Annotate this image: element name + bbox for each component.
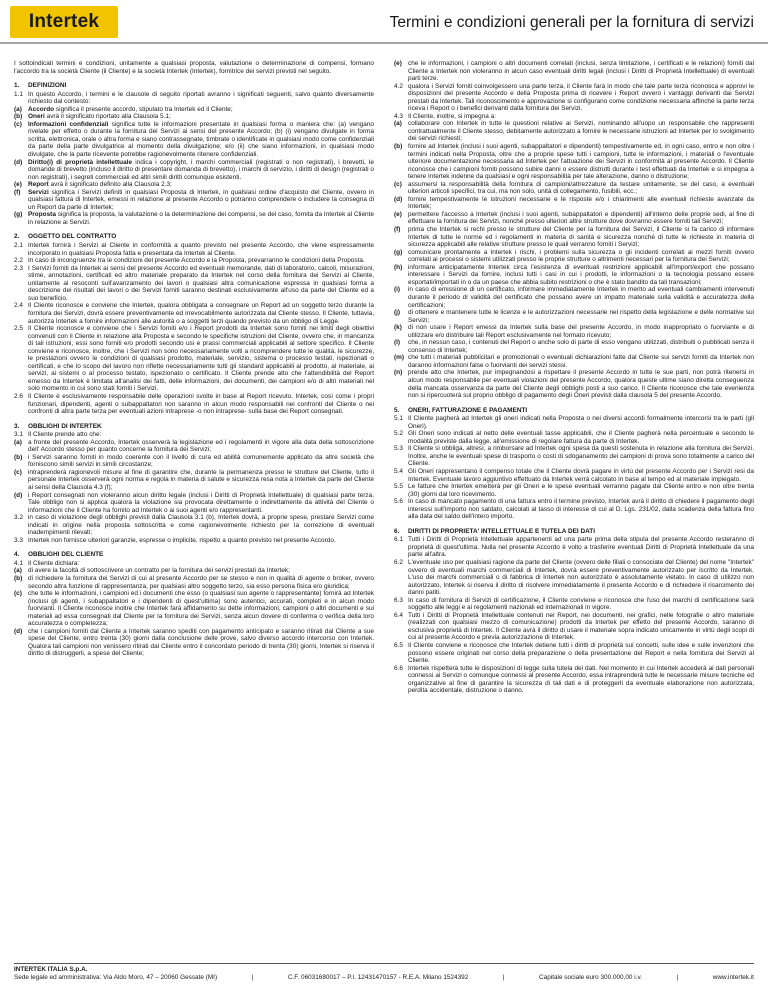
clause-number: 4.1 — [14, 559, 23, 567]
clause-text — [28, 439, 374, 454]
defined-term: Proposta — [28, 211, 56, 219]
clause-number: 2.3 — [14, 264, 23, 272]
clause-text — [28, 431, 374, 439]
clause — [394, 286, 754, 309]
clause-number: 6.4 — [394, 611, 403, 619]
clause-body: prima che Intertek si rechi presso le strutture del Cliente per la fornitura dei Servizi, il Cliente si fa carico di informare Intertek di tutte le norme ed i regolamenti in materia di sanità e sicurezza nonché di tutte le richieste in materia di sicurezza applicabili alle relative strutture presso le quali verranno forniti i Servizi; — [408, 226, 754, 249]
clause-body: che tutti i materiali pubblicitari e promozionali o eventuali dichiarazioni fatte dal Cliente sui servizi forniti da Intertek non daranno informazioni false o fuorvianti dei servizi stessi. — [408, 354, 754, 369]
footer-separator: | — [251, 974, 254, 981]
right-column — [394, 60, 754, 958]
clause-body: di avere la facoltà di sottoscrivere un contratto per la fornitura dei servizi prestati da Intertek; — [28, 567, 290, 575]
logo-text: Intertek — [28, 11, 100, 32]
clause — [14, 189, 374, 212]
clause-number: (g) — [394, 248, 403, 256]
clause-number: (e) — [394, 60, 402, 67]
clause-text — [28, 469, 374, 492]
clause-text — [28, 302, 374, 325]
clause-text — [408, 309, 754, 324]
clause-text — [28, 181, 374, 189]
clause-body: Il Cliente prende atto che: — [28, 431, 102, 439]
clause — [14, 628, 374, 658]
clause-body: significa i Servizi definiti in qualsiasi Proposta di Intertek, in qualsiasi ordine d'acquisto del Cliente, ovvero in qualsiasi fattura di Intertek, emessi in relazione al presente Accordo o potranno comprendere o includere la consegna di un Report da parte di Intertek; — [28, 188, 374, 211]
clause-number: (g) — [14, 211, 23, 219]
terms-section — [14, 82, 374, 226]
clause-text — [408, 83, 754, 113]
clause-body: Il Cliente riconosce e conviene che i Servizi forniti e/o i Report prodotti da Intertek sono forniti nei limiti degli obiettivi convenuti con il Cliente in relazione alla Proposta e secondo le specifiche istruzioni del Cliente, ovvero che, in mancanza di tali istruzioni, essi sono forniti e/o prodotti secondo usi e prassi commerciali applicabili al settore specifico. Il Cliente conviene e riconosce, inoltre, che i Servizi non sono necessariamente volti a ricomprendere tutte le qualità, le sicurezze, le prestazioni ovvero le condizioni di qualsiasi prodotto, materiale, servizio, sistema o processo testati, ispezionati o certificati, e che lo scopo del lavoro non riflette necessariamente tutti gli standard applicabili al prodotto, al materiale, ai servizi, ai sistemi o al processo testato, ispezionato o certificato. Il Cliente prende atto che l'attendibilità del Report emesso da Intertek è limitata all'analisi dei fatti, delle informazioni, dei documenti, dei campioni e/o di altri materiali nel solo momento in cui sono stati forniti i Servizi. — [28, 325, 374, 393]
clause — [14, 325, 374, 393]
clause-text — [408, 536, 754, 559]
clause — [14, 302, 374, 325]
clause-text — [28, 537, 374, 545]
clause-number: 4.2 — [394, 82, 403, 90]
clause-body: Gli Oneri sono indicati al netto delle eventuali tasse applicabili, che il Cliente pagherà nella percentuale e secondo le modalità previste dalla legge, all'emissione di regolare fattura da parte di Intertek. — [408, 430, 754, 445]
clause-number: 2.5 — [14, 325, 23, 333]
clause-text — [28, 560, 374, 568]
clause-body: i Report consegnati non violeranno alcun diritto legale (inclusi i Diritti di Proprietà Intellettuale) di qualsiasi parte terza. Tale obbligo non si applica qualora la violazione sia provocata direttamente o indirettamente da attività del Cliente o informazioni che il Cliente ha fornito ad Intertek o ai suoi agenti e/o rappresentanti. — [28, 491, 374, 514]
clause-number: (d) — [14, 627, 23, 635]
clause-text — [408, 264, 754, 287]
clause-number: 5.1 — [394, 415, 403, 423]
section-heading — [14, 233, 374, 241]
clause-body: significa tutte le informazioni presentate in qualsiasi forma o maniera che: (a) vengano rivelate per effetto o durante la fornitura dei Servizi ai sensi del presente Accordo; (b) (i) vengano divulgate in forma scritta, elettronica, orale o altra forma e siano contrassegnate, timbrate o identificate in qualsiasi modo come confidenziali da parte della parte divulgatrice al momento della divulgazione; e/o (ii) che siano informazioni, in qualsiasi modo divulgate, che la parte ricevente potrebbe ragionevolmente ritenere confidenziali. — [28, 120, 374, 159]
clause-text — [28, 265, 374, 303]
clause-text — [28, 393, 374, 416]
clause-number: (c) — [14, 120, 22, 128]
footer-divider — [14, 963, 754, 964]
clause-text — [408, 120, 754, 143]
section-number: 1. — [14, 82, 20, 90]
clause-body: In caso di mancato pagamento di una fattura entro il termine previsto, Intertek avrà il diritto di chiedere il pagamento degli interessi sull'importo non saldato, calcolati al tasso di interesse di cui al D. Lgs. 231/02, dalla scadenza della fattura fino alla data del saldo dell'intero importo. — [408, 498, 754, 521]
clause — [14, 469, 374, 492]
clause-body: Il Cliente si obbliga, altresì, a rimborsare ad Intertek ogni spesa da questi sostenuta in relazione alla fornitura dei Servizi. Inoltre, anche le eventuali spese di trasporto o costi di sdoganamento dei campioni di prova sono totalmente a carico del Cliente. — [408, 445, 754, 468]
section-number: 4. — [14, 551, 20, 559]
clause-body: I Servizi forniti da Intertek ai sensi del presente Accordo ed eventuali memorande, dati di laboratorio, calcoli, misurazioni, stime, annotazioni, certificati ed altro materiale preparato da Intertek nel corso della fornitura dei Servizi al Cliente, unitamente ai resoconti sull'avanzamento dei lavori o qualsiasi altra comunicazione espressa in qualsiasi forma a descrizione dei risultati dei lavori o dei Servizi forniti saranno destinati esclusivamente all'uso da parte del Cliente ed a suo beneficio. — [28, 264, 374, 302]
clause-text — [408, 430, 754, 445]
footer-capital: Capitale sociale euro 300.000,00 i.v. — [539, 974, 642, 981]
clause — [14, 159, 374, 182]
intertek-logo — [10, 6, 118, 38]
clause-body: a fronte del presente Accordo, Intertek osserverà la legislazione ed i regolamenti in vigore alla data della sottoscrizione dell' Accordo stesso per quanto concerne la fornitura dei Servizi; — [28, 438, 374, 454]
clause-number: (e) — [14, 181, 22, 189]
clause-number: 3.3 — [14, 536, 23, 544]
section-number: 5. — [394, 406, 400, 414]
clause-text — [28, 567, 374, 575]
clause — [394, 264, 754, 287]
clause — [394, 249, 754, 264]
clause-number: (b) — [14, 113, 23, 121]
clause-text — [408, 597, 754, 612]
section-number: 2. — [14, 233, 20, 241]
clause — [14, 560, 374, 568]
clause-number: (n) — [394, 369, 403, 377]
clause-text — [408, 113, 754, 121]
clause-number: (f) — [394, 226, 401, 234]
section-title: DEFINIZIONI — [28, 82, 67, 90]
clause-number: 6.2 — [394, 559, 403, 566]
clause-body: i Servizi saranno forniti in modo coerente con il livello di cura ed abilità comunemente applicato da altre società che forniscono simili servizi in simili circostanze; — [28, 453, 374, 469]
clause-number: 4.3 — [394, 112, 403, 120]
clause — [14, 575, 374, 590]
section-number: 6. — [394, 527, 400, 535]
clause — [14, 242, 374, 257]
section-title: DIRITTI DI PROPRIETA' INTELLETTUALE E TUTELA DEI DATI — [408, 527, 596, 535]
clause — [14, 121, 374, 159]
defined-term: Oneri — [28, 113, 45, 121]
clause-text — [28, 628, 374, 658]
clause-text — [408, 612, 754, 642]
footer-separator: | — [502, 974, 505, 981]
clause — [394, 665, 754, 695]
page-title: Termini e condizioni generali per la fornitura di servizi — [389, 14, 754, 31]
defined-term: Diritto(i) di proprietà intellettuale — [28, 158, 133, 166]
clause-text — [28, 91, 374, 106]
terms-section — [394, 407, 754, 521]
clause — [394, 483, 754, 498]
clause-text — [408, 339, 754, 354]
section-heading — [14, 82, 374, 90]
clause-text — [408, 445, 754, 468]
clause-body: In caso di fornitura di Servizi di certificazione, il Cliente conviene e riconosce che l'uso dei marchi di certificazione sarà soggetto alle leggi e ai regolamenti nazionali ed internazionali in vigore. — [408, 596, 754, 612]
clause-body: significa la proposta, la valutazione o la determinazione dei compensi, se del caso, fornita da Intertek al Cliente in relazione ai Servizi. — [28, 211, 374, 226]
clause-number: 3.2 — [14, 514, 23, 522]
clause — [394, 120, 754, 143]
clause-body: permettere l'accesso a Intertek (inclusi i suoi agenti, subappaltatori e dipendenti) all'interno delle proprie sedi, al fine di effettuare la fornitura dei Servizi, nonché presso ulteriori altre strutture dove dovranno essere forniti tali Servizi; — [408, 210, 754, 226]
footer-separator: | — [676, 974, 679, 981]
clause-number: 5.3 — [394, 445, 403, 453]
clause — [394, 445, 754, 468]
clause-number: 5.5 — [394, 483, 403, 491]
clause-number: 6.1 — [394, 536, 403, 544]
footer-legal-line — [14, 974, 754, 982]
clause — [14, 431, 374, 439]
clause — [14, 211, 374, 226]
clause-number: (b) — [14, 575, 23, 582]
clause-body: fornire ad Intertek (inclusi i suoi agenti, subappaltatori e dipendenti) tempestivamente ed, in ogni caso, entro e non oltre i termini indicati nella Proposta, oltre che a proprie spese tutti i campioni, tutte le informazioni, i materiali o l'eventuale ulteriore documentazione necessaria ad Intertek per l'attuazione dei Servizi in conformità al presente Accordo. Il Cliente riconosce che i campioni forniti possono subire danni o essere distrutti durante i test effettuati da Intertek e si impegna a tenere Intertek indenne da qualsiasi e ogni responsabilità per tale alterazione, danno o distruzione; — [408, 143, 754, 181]
clause-text — [28, 242, 374, 257]
clause-number: (b) — [14, 453, 23, 461]
footer — [14, 966, 754, 982]
clause — [394, 498, 754, 521]
clause-body: avrà il significato riportato alla Clausola 5.1; — [44, 113, 171, 121]
clause-number: 3.1 — [14, 431, 23, 439]
clause-body: che le informazioni, i campioni o altri documenti correlati (inclusi, senza limitazione, i certificati e le relazioni) forniti dal Cliente a Intertek non violeranno in alcun caso eventuali diritti legali (inclusi i Diritti di Proprietà Intellettuale) di eventuali parti terze. — [408, 60, 754, 83]
clause-body: comunicare prontamente a Intertek i rischi, i problemi sulla sicurezza o gli incidenti correlati ai mezzi forniti ovvero correlati ai processi o sistemi utilizzati presso le proprie strutture o altrimenti necessari per la fornitura dei Servizi; — [408, 248, 754, 264]
clause-text — [28, 121, 374, 159]
clause — [394, 324, 754, 339]
clause-body: informare anticipatamente Intertek circa l'esistenza di eventuali restrizioni applicabili all'import/export che possano interessare i Servizi da fornire, inclusi tutti i casi in cui i prodotti, le informazioni o la tecnologia possano essere esportati/importati in o da un paese che abbia subito restrizioni o che è stato bandito da tali transazioni; — [408, 263, 754, 286]
clause-text — [28, 159, 374, 182]
clause — [394, 468, 754, 483]
clause — [14, 514, 374, 537]
defined-term: Servizi — [28, 188, 49, 196]
clause-number: 2.4 — [14, 302, 23, 310]
clause-number: (a) — [14, 438, 22, 446]
clause-text — [28, 189, 374, 212]
intro-paragraph: I sottoindicati termini e condizioni, unitamente a qualsiasi proposta, valutazione o determinazione di compensi, formano l'accordo tra la società Cliente (il Cliente) e la società Intertek (Intertek), fornitrice dei servizi previsti nel seguito. — [14, 60, 374, 75]
clause — [14, 181, 374, 189]
clause-number: (b) — [394, 143, 403, 151]
clause-body: che i campioni forniti dal Cliente a Intertek saranno spediti con pagamento anticipato e saranno ritirati dal Cliente a sue spese del Cliente, entro trenta (30) giorni dalla conclusione delle prove, salvo diverso accordo intercorso con Intertek. Qualora tali campioni non venissero ritirati dal Cliente entro il concordato periodo di trenta (30) giorni, Intertek si riserva il diritto di distruggerli, a spese del Cliente; — [28, 627, 374, 658]
clause-body: Tutti i Diritti di Proprietà Intellettuale appartenenti ad una parte prima della stipula del presente Accordo resteranno di proprietà di quest'ultima. Nulla nel presente Accordo è volto a trasferire eventuali Diritti di Proprietà Intellettuale da una parte all'altra. — [408, 536, 754, 559]
clause-number: (j) — [394, 309, 401, 317]
clause-number: (m) — [394, 354, 405, 362]
clause-number: 5.6 — [394, 498, 403, 506]
clause — [394, 559, 754, 597]
clause-number: 6.6 — [394, 664, 403, 672]
clause-body: Il Cliente è esclusivamente responsabile delle operazioni svolte in base al Report ricevuto. Intertek, così come i propri funzionari, dipendenti, agenti o subappaltatori non saranno in alcun modo responsabili nei confronti del Cliente o nei confronti di altra parte terza per eventuali azioni intraprese -o non intraprese- sulla base dei Report consegnati. — [28, 392, 374, 416]
clause-body: che, in nessun caso, i contenuti del Report o anche solo di parte di esso vengano utilizzati, distribuiti o pubblicati senza il consenso di Intertek; — [408, 339, 754, 354]
clause-number: (h) — [394, 263, 403, 271]
terms-section — [394, 60, 754, 400]
clause-body: di ottenere e mantenere tutte le licenze e le autorizzazioni necessarie nel rispetto della legislazione e delle normative sui Servizi; — [408, 309, 754, 324]
clause-number: 1.1 — [14, 90, 23, 98]
clause — [14, 567, 374, 575]
clause-text — [408, 642, 754, 665]
clause-text — [28, 325, 374, 393]
clause-body: qualora i Servizi forniti coinvolgessero una parte terza, il Cliente farà in modo che tale parte terza riconosca e approvi le disposizioni del presente Accordo e della Proposta prima di ricevere i Report ovvero i vantaggi derivanti dai Servizi prestati da Intertek. Tali riconoscimento e approvazione si configurano come condizione necessaria affinché la parte terza riceva i Report o i benefici derivanti dalla fornitura dei Servizi. — [408, 82, 754, 113]
clause — [394, 354, 754, 369]
clause-text — [408, 665, 754, 695]
clause-number: 5.4 — [394, 467, 403, 475]
footer-website[interactable]: www.intertek.it — [712, 974, 754, 981]
clause-text — [408, 559, 754, 597]
clause-body: Il Cliente pagherà ad Intertek gli oneri indicati nella Proposta o nei diversi accordi formalmente intercorsi tra le parti (gli Oneri). — [408, 415, 754, 430]
clause — [394, 612, 754, 642]
section-heading — [14, 423, 374, 431]
clause-body: Intertek fornirà i Servizi al Cliente in conformità a quanto previsto nel presente Accordo, che viene espressamente incorporato in qualsiasi Proposta fatta e presentata da Intertek al Cliente. — [28, 242, 374, 257]
clause-body: In caso di incongruenze tra le condizioni del presente Accordo e la Proposta, prevarranno le condizioni della Proposta. — [28, 257, 365, 265]
clause-text — [28, 257, 374, 265]
clause-body: Il Cliente, inoltre, si impegna a: — [408, 112, 497, 120]
defined-term: Accordo — [28, 105, 55, 113]
clause-body: fornire tempestivamente le istruzioni necessarie e le risposte e/o i chiarimenti alle eventuali richieste avanzate da Intertek; — [408, 195, 754, 211]
section-heading — [394, 407, 754, 415]
clause-number: (c) — [394, 180, 402, 188]
clause-body: In questo Accordo, i termini e le clausole di seguito riportati avranno i significati seguenti, salvo quanto diversamente richiesto dal contesto: — [28, 90, 374, 106]
clause — [394, 60, 754, 83]
section-heading — [14, 551, 374, 559]
clause — [14, 439, 374, 454]
clause-text — [408, 483, 754, 498]
clause-number: (c) — [14, 590, 22, 598]
clause — [394, 309, 754, 324]
clause-body: Il Cliente riconosce e conviene che Intertek, qualora obbligata a consegnare un Report ad un soggetto terzo durante la fornitura dei Servizi, dovrà essere preventivamente ed irrevocabilmente autorizzata dal Cliente stesso. Il Cliente, tuttavia, autorizza Intertek a fornire informazioni alle autorità o a soggetti terzi quando previsto da un obbligo di Legge. — [28, 302, 374, 325]
clause-body: collaborare con Intertek in tutte le questioni relative ai Servizi, nominando all'uopo un responsabile che rappresenti contrattualmente il Cliente stesso, debitamente autorizzato a fornire le necessarie istruzioni ad Intertek per lo svolgimento dei servizi richiesti; — [408, 120, 754, 143]
clause-number: 2.6 — [14, 392, 23, 400]
clause-number: (c) — [14, 468, 22, 476]
clause-body: Intertek rispetterà tutte le disposizioni di legge sulla tutela dei dati. Nel momento in cui Intertek accederà ai dati personali connessi ai Servizi o comunque connessi al presente Accordo, essa intraprenderà tutte le necessarie misure tecniche ed organizzative al fine di garantire la sicurezza di tali dati e di proteggerli da eventuale elaborazione non autorizzata, perdita accidentale, distruzione o danno. — [408, 664, 754, 695]
clause — [394, 430, 754, 445]
clause-body: prende atto che Intertek, pur impegnandosi a rispettare il presente Accordo in tutte le sue parti, non potrà ritenersi in alcun modo responsabile per eventuali violazioni del presente Accordo, qualora queste ultime siano diretta conseguenza della mancata osservanza da parte del Cliente degli obblighi posti a suo carico. Il Cliente riconosce che tale evenienza non si ripercuoterà sul proprio obbligo di pagamento degli Oneri previsti dalla clausola 5 del presente Accordo. — [408, 369, 754, 400]
clause-body: Il Cliente dichiara: — [28, 559, 80, 567]
clause — [394, 196, 754, 211]
footer-fiscal-info: C.F. 06031680017 – P.I. 12431470157 - R.E.A. Milano 1524392 — [287, 974, 469, 981]
clause-number: (d) — [14, 491, 23, 499]
clause-text — [28, 492, 374, 515]
clause-text — [28, 106, 374, 114]
clause — [394, 143, 754, 181]
clause — [394, 597, 754, 612]
section-title: OBBLIGHI DI INTERTEK — [28, 422, 102, 430]
clause-text — [408, 415, 754, 430]
clause-body: Le fatture che Intertek emetterà per gli Oneri e le spese eventuali verranno pagate dal Cliente entro e non oltre trenta (30) giorni dal loro ricevimento. — [408, 483, 754, 498]
terms-section — [14, 551, 374, 658]
clause-body: in caso di emissione di un certificato, informare immediatamente Intertek in merito ad eventuali cambiamenti intervenuti durante il periodo di validità del certificato che possano avere un impatto materiale sulla validità e accuratezza della certificazioni; — [408, 286, 754, 309]
terms-section — [14, 423, 374, 545]
clause-text — [408, 324, 754, 339]
clause-body: L'eventuale uso per qualsiasi ragione da parte del Cliente (ovvero delle filiali o consociate del Cliente) del nome "Intertek" ovvero di eventuali marchi commerciali di Intertek, dovrà essere preventivamente autorizzato per iscritto da Intertek. L'uso dei marchi commerciali o di fabbrica di Intertek non autorizzato è assolutamente vietato. In caso di utilizzo non autorizzato, Intertek si riserva il diritto di risolvere immediatamente il presente Accordo e di richiedere il risarcimento dei danni patiti. — [408, 559, 754, 597]
clause-text — [28, 590, 374, 628]
clause-body: significa il presente accordo, stipulato tra Intertek ed il Cliente; — [54, 105, 233, 113]
clause-text — [408, 196, 754, 211]
clause-body: assumersi la responsabilità della fornitura di campioni/attrezzature da testare unitamente, se del caso, a eventuali ulteriori articoli specifici, tra cui, ma non solo, unità di collegamento, fusibili, ecc.; — [408, 180, 754, 196]
section-title: OGGETTO DEL CONTRATTO — [28, 233, 117, 241]
clause-number: (d) — [14, 158, 23, 166]
clause-text — [28, 514, 374, 537]
clause — [14, 265, 374, 303]
clause — [394, 339, 754, 354]
section-heading — [394, 528, 754, 536]
clause-number: 2.2 — [14, 257, 23, 265]
clause-text — [408, 181, 754, 196]
left-column — [14, 60, 374, 958]
clause-text — [408, 286, 754, 309]
terms-section — [394, 528, 754, 695]
terms-body — [14, 60, 754, 958]
clause-number: (d) — [394, 195, 403, 203]
clause — [394, 83, 754, 113]
terms-section — [14, 233, 374, 415]
section-title: ONERI, FATTURAZIONE E PAGAMENTI — [408, 406, 528, 414]
clause — [394, 181, 754, 196]
clause-body: in caso di violazione degli obblighi previsti dalla Clausola 3.1 (b), Intertek dovrà, a proprie spese, prestare Servizi come indicati in origine nella proposta sottoscritta e come ragionevolmente richiesto per la correzione di eventuali inadempimenti rilevati; — [28, 514, 374, 537]
clause — [394, 536, 754, 559]
clause — [394, 642, 754, 665]
section-number: 3. — [14, 422, 20, 430]
clause-text — [408, 226, 754, 249]
clause-text — [408, 60, 754, 83]
clause-body: di richiedere la fornitura dei Servizi di cui al presente Accordo per se stesso e non in qualità di agente o broker, ovvero secondo altra funzione di rappresentanza, per qualsiasi altro soggetto terzo, sia esso persona fisica e/o giuridica; — [28, 575, 374, 590]
clause — [14, 393, 374, 416]
clause-text — [28, 454, 374, 469]
clause-body: di non usare i Report emessi da Intertek sulla base del presente Accordo, in modo inappropriato o fuorviante e di utilizzare e/o distribuire tali Report esclusivamente nel formato ricevuto; — [408, 324, 754, 339]
clause-text — [408, 211, 754, 226]
clause — [14, 113, 374, 121]
clause-text — [408, 249, 754, 264]
header-divider — [0, 42, 768, 44]
defined-term: Report — [28, 181, 49, 189]
clause — [14, 106, 374, 114]
clause-text — [28, 211, 374, 226]
clause — [394, 369, 754, 399]
clause-number: 2.1 — [14, 242, 23, 250]
clause-text — [408, 143, 754, 181]
clause-text — [408, 468, 754, 483]
footer-company: INTERTEK ITALIA S.p.A. — [14, 966, 88, 973]
clause-number: 5.2 — [394, 430, 403, 438]
clause-number: (a) — [394, 120, 402, 128]
clause-number: 6.3 — [394, 596, 403, 604]
clause — [14, 492, 374, 515]
clause-body: intraprenderà ragionevoli misure al fine di garantire che, durante la permanenza presso le strutture del Cliente, tutto il personale Intertek osserverà ogni norma e regola in materia di salute e sicurezza resa nota a Intertek da parte del Cliente ai sensi della Clausola 4.3 (f); — [28, 468, 374, 491]
clause — [394, 226, 754, 249]
clause-number: (i) — [394, 286, 401, 294]
clause-text — [408, 369, 754, 399]
clause-number: 6.5 — [394, 642, 403, 650]
clause-text — [408, 354, 754, 369]
clause-number: (a) — [14, 105, 22, 113]
section-title: OBBLIGHI DEL CLIENTE — [28, 551, 104, 559]
clause-number: (e) — [394, 210, 402, 218]
clause — [14, 454, 374, 469]
clause-body: Intertek non fornisce ulteriori garanzie, espresse o implicite, rispetto a quanto previsto nel presente Accordo. — [28, 536, 336, 544]
clause — [14, 537, 374, 545]
clause — [14, 590, 374, 628]
clause-number: (f) — [14, 188, 21, 196]
clause-number: (l) — [394, 339, 401, 347]
clause — [394, 113, 754, 121]
clause — [394, 211, 754, 226]
clause-number: (a) — [14, 567, 22, 575]
clause-text — [408, 498, 754, 521]
clause-text — [28, 113, 374, 121]
clause-number: (k) — [394, 324, 402, 332]
clause — [394, 415, 754, 430]
clause-text — [28, 575, 374, 590]
clause-body: indica i copyright, i marchi commerciali (registrati o non registrati), i brevetti, le domande di brevetto (incluso il diritto di presentare domanda di brevetto), i marchi di servizio, i diritti di design (registrati o non registrati), i segreti commerciali ed altri simili diritti comunque esistenti. — [28, 158, 374, 181]
clause-body: avrà il significato definito alla Clausola 2.3; — [48, 181, 172, 189]
footer-address: Sede legale ed amministrativa: Via Aldo Moro, 47 – 20060 Gessate (MI) — [14, 974, 218, 981]
clause-body: Gli Oneri rappresentano il compenso totale che il Cliente dovrà pagare in virtù del presente Accordo per i Servizi resi da Intertek. Eventuale lavoro aggiuntivo effettuato da Intertek verrà calcolato in base al tempo ed al materiale impiegato. — [408, 467, 754, 483]
clause — [14, 91, 374, 106]
clause — [14, 257, 374, 265]
clause-body: che tutte le informazioni, i campioni ed i documenti che esso (o qualsiasi suo agente o rappresentante) fornirà ad Intertek (inclusi gli agenti, i subappaltatori e i dipendenti di quest'ultima) sono autentici, accurati, completi e in alcun modo fuorvianti. Il Cliente riconosce inoltre che Intertek farà affidamento su dette informazioni, campioni o altri documenti e sui materiali ad essa consegnati dal Cliente per la fornitura dei Servizi, senza alcun dovere di conferma o verifica della loro accuratezza o completezza; — [28, 590, 374, 628]
defined-term: Informazioni confidenziali — [28, 120, 109, 128]
clause-body: Tutti i Diritti di Proprietà Intellettuale contenuti nei Report, nei documenti, nei grafici, nelle fotografie o altro materiale (realizzati con qualsiasi mezzo di comunicazione) prodotti da Intertek per effetto del presente Accordo, saranno di esclusiva proprietà di Intertek. Il Cliente avrà il diritto di usare il materiale sopra indicato unicamente in virtù degli scopi di cui al presente Accordo e previa autorizzazione di Intertek. — [408, 611, 754, 642]
clause-body: Il Cliente conviene e riconosce che Intertek detiene tutti i diritti di proprietà sui concetti, sulle idee e sulle invenzioni che possono essere originati nel corso della preparazione o della presentazione del Report e nella fornitura dei Servizi al Cliente. — [408, 642, 754, 665]
